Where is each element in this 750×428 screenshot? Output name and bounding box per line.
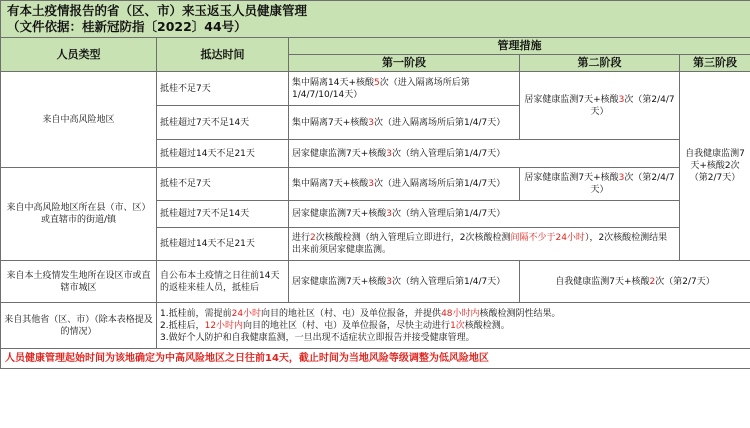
header-arrival-time: 抵达时间 — [157, 38, 289, 72]
header-stage-1: 第一阶段 — [289, 55, 520, 72]
text: 核酸检测阴性结果。 — [479, 308, 561, 319]
text: 自我健康监测7天+核酸 — [555, 276, 650, 287]
g1-type: 来自中高风险地区 — [1, 72, 157, 168]
count: 3 — [386, 148, 393, 159]
text: 居家健康监测7天+核酸 — [292, 148, 387, 159]
g1-r3-arrival: 抵桂超过14天不足21天 — [157, 140, 289, 168]
g3-stage1 — [289, 261, 520, 303]
g1-r2-arrival: 抵桂超过7天不足14天 — [157, 106, 289, 140]
header-stage-2: 第二阶段 — [520, 55, 680, 72]
title-line-2: （文件依据：桂新冠防指〔2022〕44号） — [7, 19, 247, 34]
g3-arrival: 自公布本土疫情之日往前14天的返桂来桂人员，抵桂后 — [157, 261, 289, 303]
interval-note: 间隔不少于24小时 — [510, 233, 585, 243]
text: 向目的地社区（村、屯）及单位报备，尽快主动进行 — [243, 320, 451, 331]
g2-r1-arrival: 抵桂不足7天 — [157, 168, 289, 201]
count: 3 — [618, 94, 625, 105]
count: 3 — [368, 117, 375, 128]
g2-r2-arrival: 抵桂超过7天不足14天 — [157, 201, 289, 228]
g2-r1-stage2 — [520, 168, 680, 201]
time: 48小时内 — [441, 308, 480, 319]
text: 次核酸检测（纳入管理后立即进行，2次核酸检测 — [315, 233, 511, 243]
text: 居家健康监测7天+核酸 — [292, 276, 387, 287]
text: 集中隔离7天+核酸 — [292, 117, 369, 128]
count: 5 — [374, 77, 380, 88]
g4-note-1 — [160, 308, 747, 320]
g2-r3-stage12 — [289, 228, 680, 261]
count: 3 — [386, 209, 393, 219]
text: 进行 — [292, 233, 311, 243]
g2-r1-stage1 — [289, 168, 520, 201]
text: 核酸检测。 — [464, 320, 510, 331]
g1-r3-stage12 — [289, 140, 680, 168]
g1-r1-stage1 — [289, 72, 520, 106]
text: 居家健康监测7天+核酸 — [524, 173, 619, 183]
g1-r2-stage1 — [289, 106, 520, 140]
text: 次（进入隔离场所后第1/4/7天） — [374, 179, 506, 189]
count: 1次 — [450, 320, 465, 331]
text: 次（第2/4/7天） — [590, 173, 675, 195]
g2-r2-stage12 — [289, 201, 680, 228]
g2-r3-arrival: 抵桂超过14天不足21天 — [157, 228, 289, 261]
header-stage-3: 第三阶段 — [680, 55, 750, 72]
text: 1.抵桂前，需提前 — [160, 308, 232, 319]
text: 次（纳入管理后第1/4/7天） — [392, 148, 506, 159]
g3-type: 来自本土疫情发生地所在设区市或直辖市城区 — [1, 261, 157, 303]
count: 2 — [310, 233, 316, 243]
table-title — [1, 1, 750, 38]
g1-stage2 — [520, 72, 680, 140]
count: 3 — [618, 173, 625, 183]
g1-r1-arrival: 抵桂不足7天 — [157, 72, 289, 106]
text: 次（进入隔离场所后第1/4/7天） — [374, 117, 506, 128]
text: 次（第2/7天） — [655, 276, 715, 287]
title-line-1: 有本土疫情报告的省（区、市）来玉返玉人员健康管理 — [7, 3, 308, 18]
stage3-common: 自我健康监测7天+核酸2次（第2/7天） — [680, 72, 750, 261]
text: 2.抵桂后， — [160, 320, 205, 331]
text: ），2次核酸检测结果出来前须居家健康监测。 — [292, 233, 668, 255]
text: 向目的地社区（村、屯）及单位报备，并提供 — [261, 308, 442, 319]
time: 12小时内 — [204, 320, 244, 331]
text: 集中隔离7天+核酸 — [292, 179, 369, 189]
text: 集中隔离14天+核酸 — [292, 77, 374, 88]
text: 次（进入隔离场所后第1/4/7/10/14天） — [292, 77, 470, 100]
g2-type: 来自中高风险地区所在县（市、区）或直辖市的街道/镇 — [1, 168, 157, 261]
text: 次（纳入管理后第1/4/7天） — [392, 209, 506, 219]
text: 次（纳入管理后第1/4/7天） — [392, 276, 506, 287]
footer-note: 人员健康管理起始时间为该地确定为中高风险地区之日往前14天，截止时间为当地风险等级调整为低风险地区 — [1, 349, 750, 369]
g4-notes — [157, 303, 750, 349]
header-measures: 管理措施 — [289, 38, 750, 55]
time: 24小时 — [231, 308, 262, 319]
header-person-type: 人员类型 — [1, 38, 157, 72]
count: 3 — [386, 276, 393, 287]
g4-note-3: 3.做好个人防护和自我健康监测，一旦出现不适症状立即报告并接受健康管理。 — [160, 332, 475, 343]
g3-stage23 — [520, 261, 750, 303]
count: 3 — [368, 179, 375, 189]
text: 居家健康监测7天+核酸 — [524, 94, 619, 105]
text: 居家健康监测7天+核酸 — [292, 209, 387, 219]
g4-type: 来自其他省（区、市）（除本表格提及的情况） — [1, 303, 157, 349]
text: 次（第2/4/7天） — [590, 94, 675, 117]
g4-note-2 — [160, 320, 747, 332]
count: 2 — [649, 276, 656, 287]
